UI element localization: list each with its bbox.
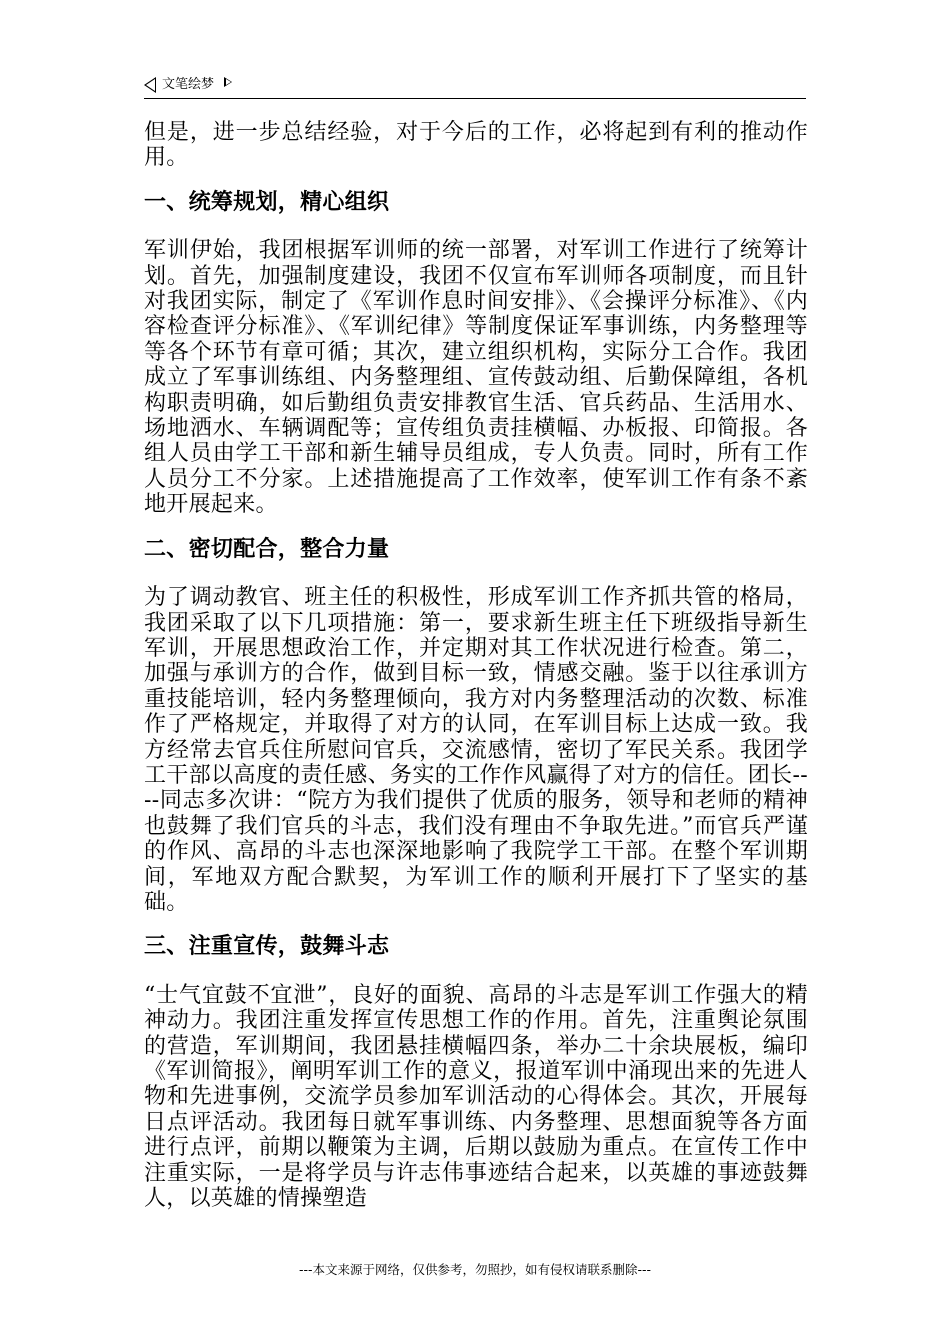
triangle-left-icon bbox=[144, 77, 156, 93]
brand-logo bbox=[144, 76, 232, 94]
section-body-3: “士气宜鼓不宜泄”，良好的面貌、高昂的斗志是军训工作强大的精神动力。我团注重发挥宣传思想工作的作用。首先，注重舆论氛围的营造，军训期间，我团悬挂横幅四条，举办二十余块展板，编印《军训简报》，阐明军训工作的意义，报道军训中涌现出来的先进人物和先进事例，交流学员参加军训活动的心得体会。其次，开展每日点评活动。我团每日就军事训练、内务整理、思想面貌等各方面进行点评，前期以鞭策为主调，后期以鼓励为重点。在宣传工作中注重实际，一是将学员与许志伟事迹结合起来，以英雄的事迹鼓舞人，以英雄的情操塑造 bbox=[144, 982, 808, 1212]
intro-paragraph: 但是，进一步总结经验，对于今后的工作，必将起到有利的推动作用。 bbox=[144, 120, 808, 171]
section-heading-2: 二、密切配合，整合力量 bbox=[144, 535, 390, 562]
document-body bbox=[144, 120, 808, 1211]
page-footer-disclaimer: ---本文来源于网络，仅供参考，勿照抄，如有侵权请联系删除--- bbox=[298, 1262, 652, 1277]
section-heading-3: 三、注重宣传，鼓舞斗志 bbox=[144, 933, 390, 960]
section-body-2: 为了调动教官、班主任的积极性，形成军训工作齐抓共管的格局，我团采取了以下几项措施：第一，要求新生班主任下班级指导新生军训，开展思想政治工作，并定期对其工作状况进行检查。第二，加强与承训方的合作，做到目标一致，情感交融。鉴于以往承训方重技能培训，轻内务整理倾向，我方对内务整理活动的次数、标准作了严格规定，并取得了对方的认同，在军训目标上达成一致。我方经常去官兵住所慰问官兵，交流感情，密切了军民关系。我团学工干部以高度的责任感、务实的工作作风赢得了对方的信任。团长----同志多次讲：“院方为我们提供了优质的服务，领导和老师的精神也鼓舞了我们官兵的斗志，我们没有理由不争取先进。”而官兵严谨的作风、高昂的斗志也深深地影响了我院学工干部。在整个军训期间，军地双方配合默契，为军训工作的顺利开展打下了坚实的基础。 bbox=[144, 585, 808, 915]
section-heading-1: 一、统筹规划，精心组织 bbox=[144, 188, 390, 215]
section-body-1: 军训伊始，我团根据军训师的统一部署，对军训工作进行了统筹计划。首先，加强制度建设，我团不仅宣布军训师各项制度，而且针对我团实际，制定了《军训作息时间安排》、《会操评分标准》、《内容检查评分标准》、《军训纪律》等制度保证军事训练，内务整理等等各个环节有章可循；其次，建立组织机构，实际分工合作。我团成立了军事训练组、内务整理组、宣传鼓动组、后勤保障组，各机构职责明确，如后勤组负责安排教官生活、官兵药品、生活用水、场地洒水、车辆调配等；宣传组负责挂横幅、办板报、印简报。各组人员由学工干部和新生辅导员组成，专人负责。同时，所有工作人员分工不分家。上述措施提高了工作效率，使军训工作有条不紊地开展起来。 bbox=[144, 238, 808, 518]
brand-name: 文笔绘梦 bbox=[162, 77, 215, 92]
page-header bbox=[144, 72, 806, 99]
triangle-right-icon bbox=[224, 77, 232, 87]
